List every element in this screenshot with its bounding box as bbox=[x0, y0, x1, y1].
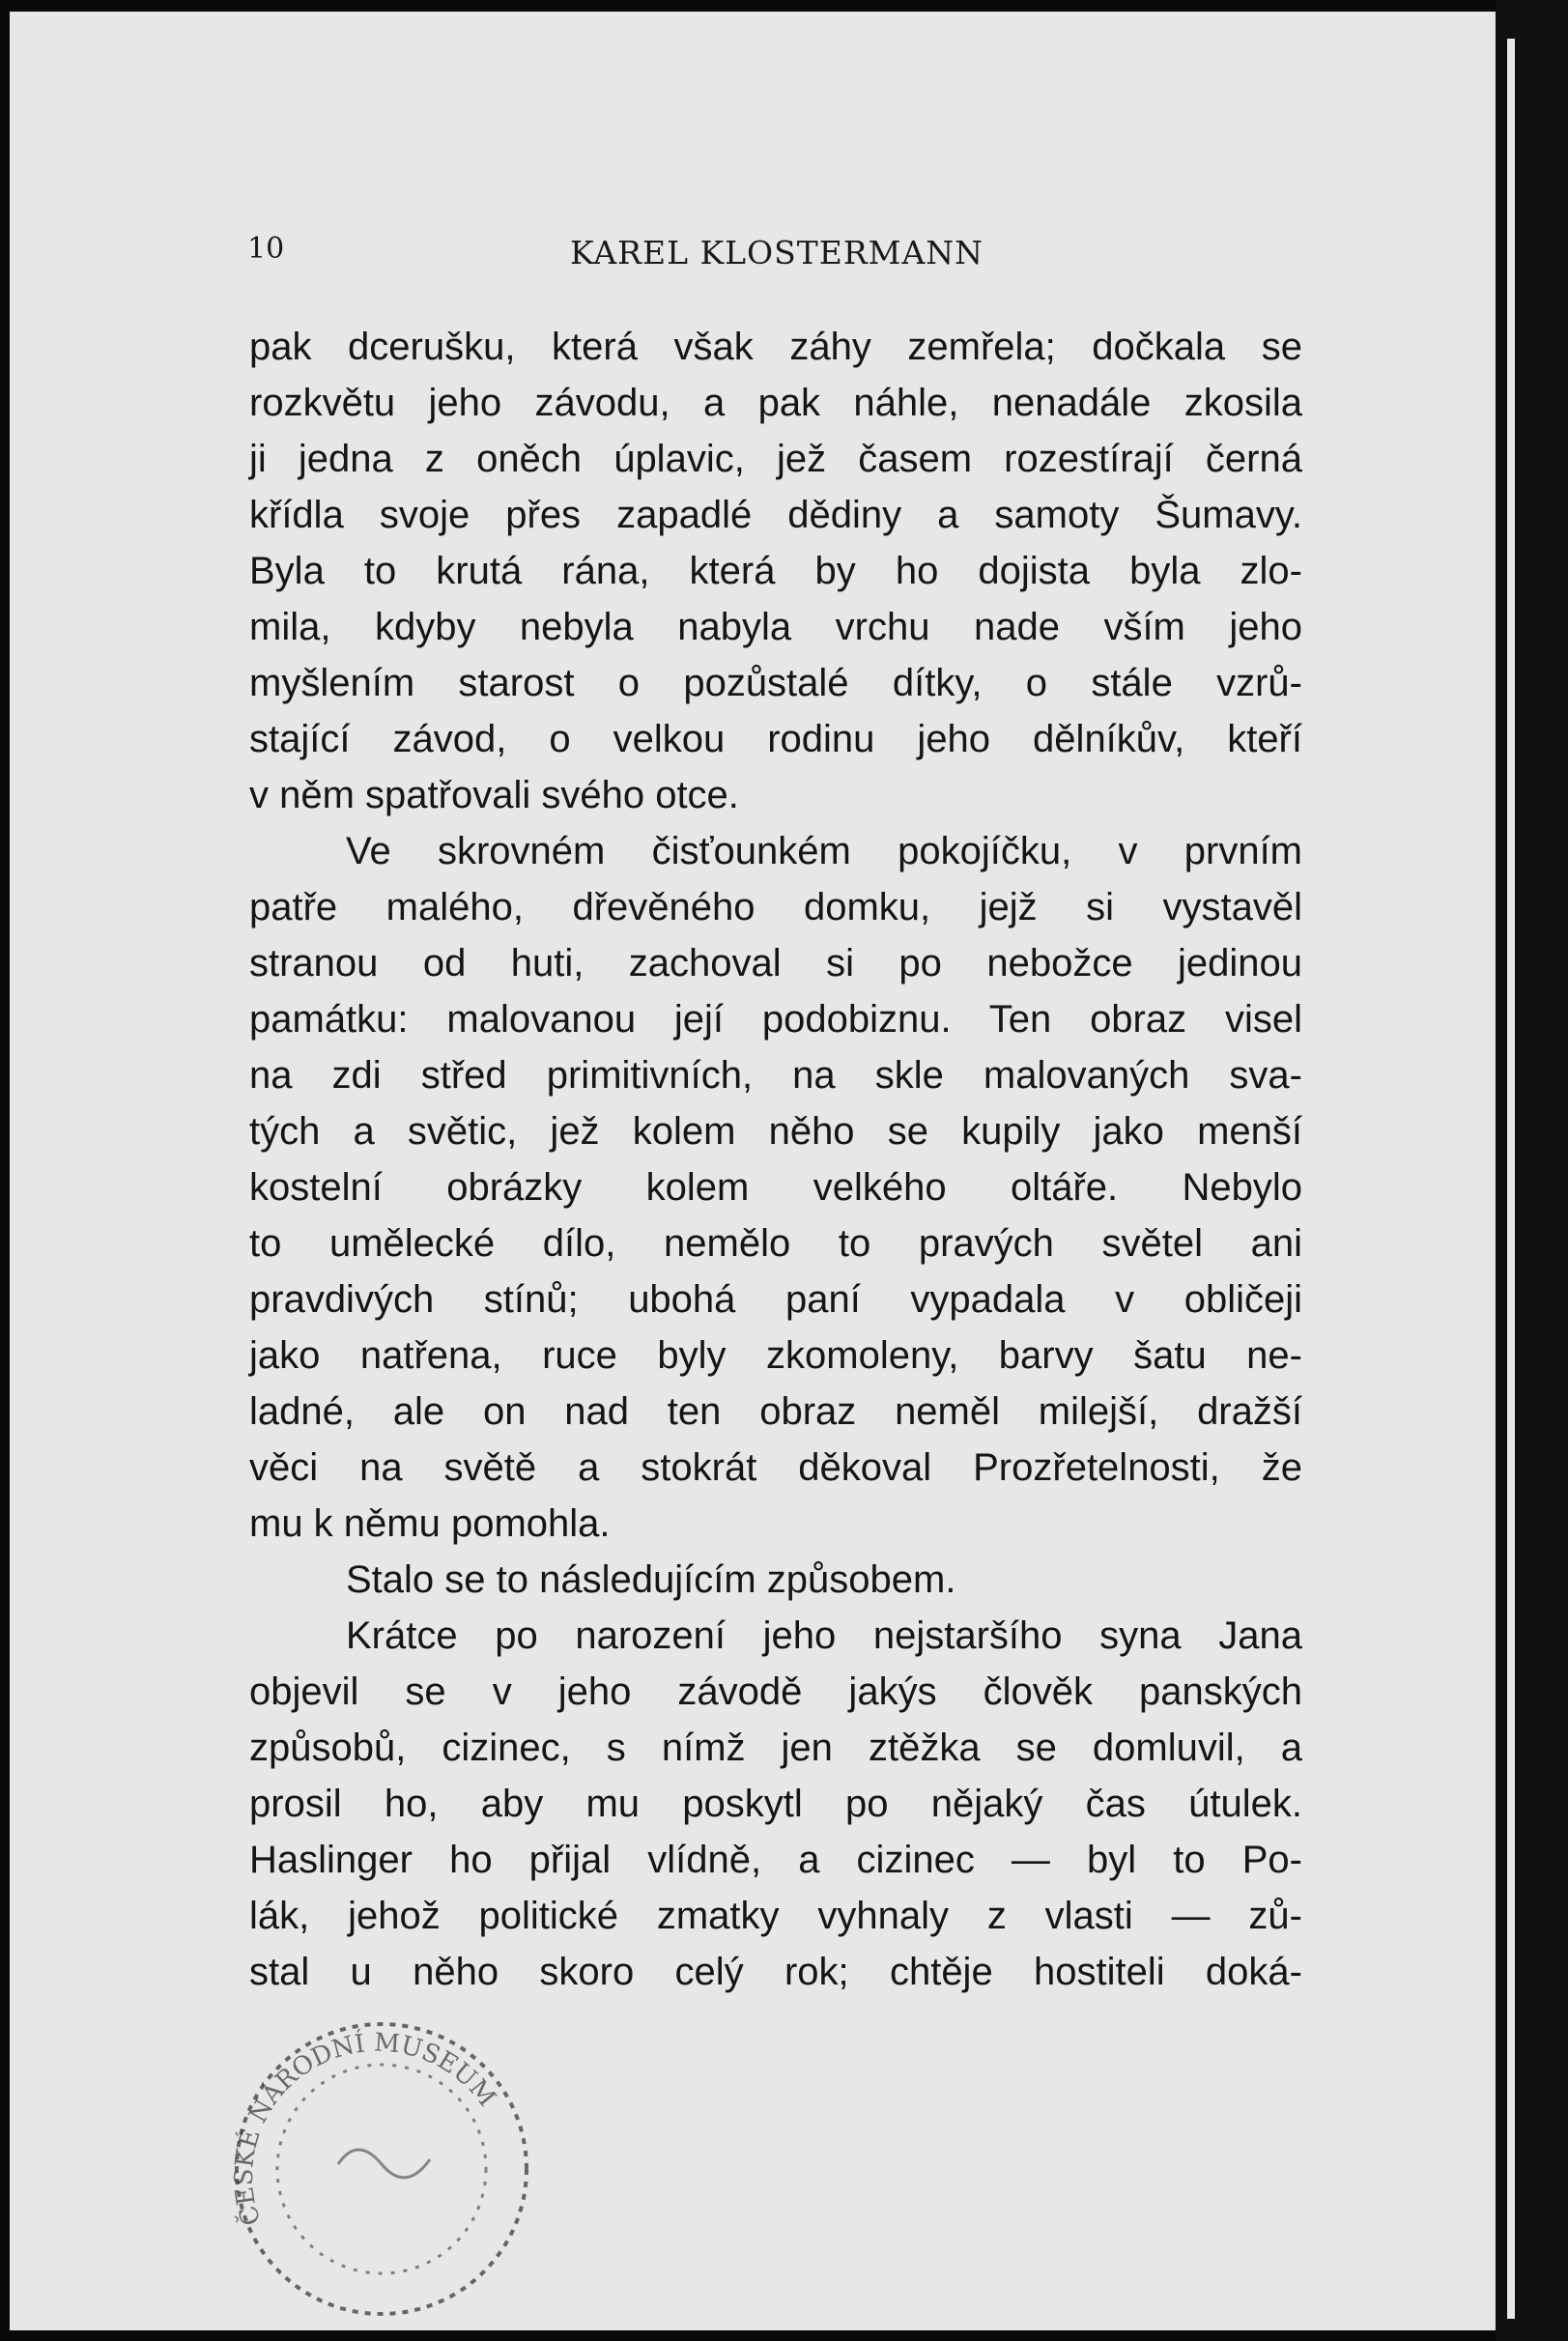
text-line: tých a světic, jež kolem něho se kupily jako menší bbox=[249, 1110, 1302, 1153]
text-line: ladné, ale on nad ten obraz neměl milejší, dražší bbox=[249, 1390, 1302, 1433]
text-line: patře malého, dřevěného domku, jejž si vystavěl bbox=[249, 886, 1302, 928]
text-line: stající závod, o velkou rodinu jeho dělníkův, kteří bbox=[249, 718, 1302, 760]
body-text bbox=[249, 319, 1302, 2000]
text-line: pak dcerušku, která však záhy zemřela; dočkala se bbox=[249, 326, 1302, 368]
text-line: Byla to krutá rána, která by ho dojista byla zlo- bbox=[249, 550, 1302, 592]
text-line: na zdi střed primitivních, na skle malovaných sva- bbox=[249, 1054, 1302, 1097]
text-line: pravdivých stínů; ubohá paní vypadala v obličeji bbox=[249, 1278, 1302, 1321]
text-line: mila, kdyby nebyla nabyla vrchu nade vším jeho bbox=[249, 606, 1302, 648]
text-line: památku: malovanou její podobiznu. Ten obraz visel bbox=[249, 998, 1302, 1041]
text-line: Haslinger ho přijal vlídně, a cizinec — byl to Po- bbox=[249, 1839, 1302, 1881]
page-number: 10 bbox=[247, 232, 285, 266]
text-line: křídla svoje přes zapadlé dědiny a samoty Šumavy. bbox=[249, 494, 1302, 536]
page-edge-strip bbox=[1507, 39, 1515, 2319]
text-line: jako natřena, ruce byly zkomoleny, barvy šatu ne- bbox=[249, 1334, 1302, 1377]
text-line: v něm spatřovali svého otce. bbox=[249, 774, 739, 816]
text-line: stal u něho skoro celý rok; chtěje hostiteli doká- bbox=[249, 1951, 1302, 1993]
text-line: Ve skrovném čisťounkém pokojíčku, v prvním bbox=[346, 830, 1302, 872]
text-line: Stalo se to následujícím způsobem. bbox=[346, 1558, 956, 1601]
text-line: ji jedna z oněch úplavic, jež časem rozestírají černá bbox=[249, 438, 1302, 480]
stamp-text: ČESKÉ NÁRODNÍ MUSEUM bbox=[230, 2028, 501, 2229]
text-line: to umělecké dílo, nemělo to pravých světel ani bbox=[249, 1222, 1302, 1265]
text-line: objevil se v jeho závodě jakýs člověk panských bbox=[249, 1670, 1302, 1713]
running-title: KAREL KLOSTERMANN bbox=[570, 234, 984, 271]
stamp-inner-ring bbox=[277, 2065, 486, 2273]
stamp-center-mark bbox=[338, 2150, 430, 2178]
text-line: myšlením starost o pozůstalé dítky, o stále vzrů- bbox=[249, 662, 1302, 704]
text-line: Krátce po narození jeho nejstaršího syna Jana bbox=[346, 1614, 1302, 1657]
text-line: rozkvětu jeho závodu, a pak náhle, nenadále zkosila bbox=[249, 382, 1302, 424]
text-line: mu k němu pomohla. bbox=[249, 1502, 611, 1545]
library-stamp bbox=[193, 2000, 560, 2328]
text-line: způsobů, cizinec, s nímž jen ztěžka se domluvil, a bbox=[249, 1727, 1302, 1769]
text-line: prosil ho, aby mu poskytl po nějaký čas útulek. bbox=[249, 1783, 1302, 1825]
page-header bbox=[247, 232, 1310, 271]
text-line: lák, jehož politické zmatky vyhnaly z vlasti — zů- bbox=[249, 1895, 1302, 1937]
text-line: věci na světě a stokrát děkoval Prozřetelnosti, že bbox=[249, 1446, 1302, 1489]
text-line: stranou od huti, zachoval si po nebožce jedinou bbox=[249, 942, 1302, 985]
text-line: kostelní obrázky kolem velkého oltáře. Nebylo bbox=[249, 1166, 1302, 1209]
